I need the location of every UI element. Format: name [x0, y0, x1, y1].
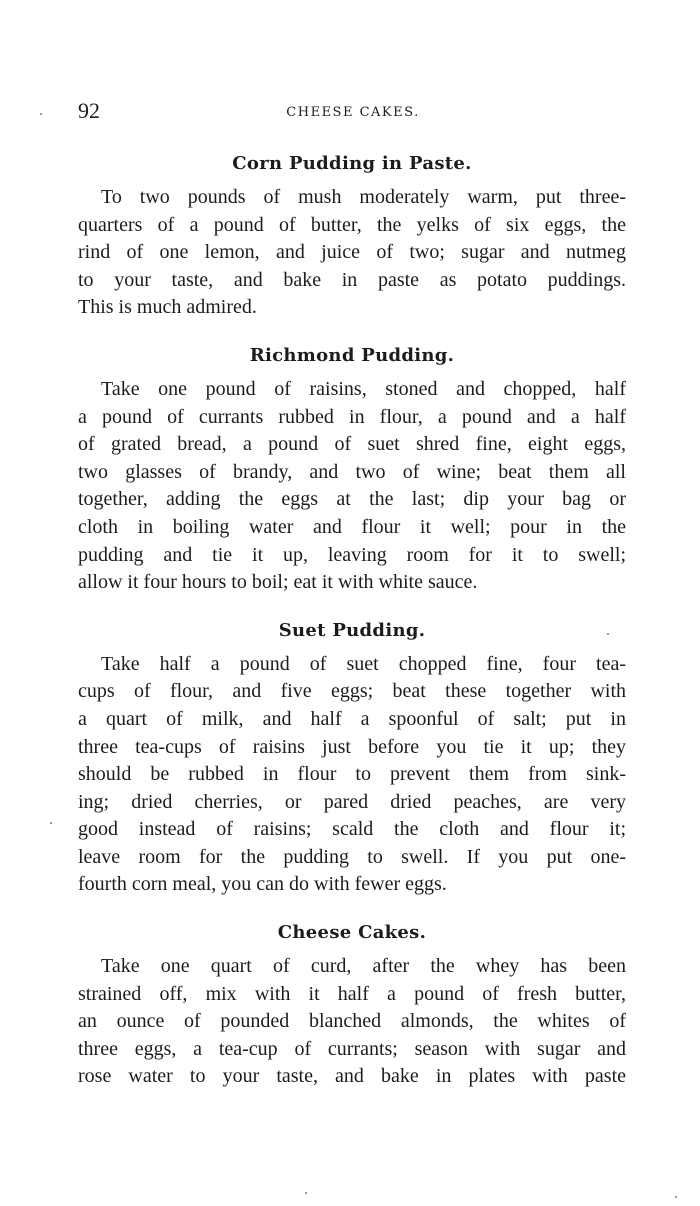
page-number: 92: [78, 98, 100, 123]
text-line: two glasses of brandy, and two of wine; beat them all: [78, 460, 626, 483]
paper-speck: [607, 633, 609, 635]
text-line: cups of flour, and five eggs; beat these together with: [78, 680, 626, 703]
paper-speck: [40, 113, 42, 115]
recipe-text-cheese-cakes: [78, 953, 626, 1091]
text-line: three tea-cups of raisins just before you tie it up; they: [78, 735, 626, 758]
recipe-text-richmond-pudding: [78, 376, 626, 597]
text-line: ing; dried cherries, or pared dried peaches, are very: [78, 790, 626, 813]
paper-speck: [675, 1196, 677, 1198]
text-line: cloth in boiling water and flour it well; pour in the: [78, 515, 626, 538]
text-line: allow it four hours to boil; eat it with white sauce.: [78, 571, 478, 594]
text-line: together, adding the eggs at the last; dip your bag or: [78, 488, 626, 511]
text-line: good instead of raisins; scald the cloth and flour it;: [78, 818, 626, 841]
running-head: CHEESE CAKES.: [286, 105, 420, 120]
text-line: To two pounds of mush moderately warm, put three-: [101, 186, 626, 208]
text-line: Take one quart of curd, after the whey has been: [101, 955, 626, 978]
recipe-title-richmond-pudding: Richmond Pudding.: [249, 344, 455, 366]
recipe-text-suet-pudding: [78, 651, 626, 899]
text-line: of grated bread, a pound of suet shred fine, eight eggs,: [78, 433, 626, 456]
text-line: leave room for the pudding to swell. If you put one-: [78, 845, 626, 868]
text-line: Take one pound of raisins, stoned and chopped, half: [101, 377, 626, 400]
text-line: to your taste, and bake in paste as potato puddings.: [78, 268, 626, 291]
text-line: a pound of currants rubbed in flour, a pound and a half: [78, 405, 626, 428]
page-header: [78, 98, 628, 132]
text-line: Take half a pound of suet chopped fine, four tea-: [101, 652, 626, 675]
text-line: three eggs, a tea-cup of currants; season with sugar and: [78, 1037, 626, 1060]
text-line: pudding and tie it up, leaving room for it to swell;: [78, 543, 626, 566]
recipe-title-cheese-cakes: Cheese Cakes.: [277, 922, 427, 944]
text-line: an ounce of pounded blanched almonds, the whites of: [78, 1010, 626, 1033]
text-line: strained off, mix with it half a pound of fresh butter,: [78, 982, 626, 1005]
recipe-title-suet-pudding: Suet Pudding.: [278, 619, 426, 641]
page-content: [78, 148, 626, 1109]
paper-speck: [305, 1192, 307, 1194]
text-line: rind of one lemon, and juice of two; sugar and nutmeg: [78, 241, 626, 264]
recipe-title-corn-pudding: Corn Pudding in Paste.: [232, 153, 472, 174]
paper-speck: [50, 822, 52, 824]
text-line: a quart of milk, and half a spoonful of salt; put in: [78, 707, 626, 730]
recipe-text-corn-pudding: [78, 184, 626, 322]
text-line: quarters of a pound of butter, the yelks of six eggs, the: [78, 213, 626, 236]
text-line: rose water to your taste, and bake in plates with paste: [78, 1065, 626, 1088]
text-line: This is much admired.: [78, 296, 257, 319]
text-line: should be rubbed in flour to prevent them from sink-: [78, 763, 626, 786]
text-line: fourth corn meal, you can do with fewer eggs.: [78, 873, 447, 896]
